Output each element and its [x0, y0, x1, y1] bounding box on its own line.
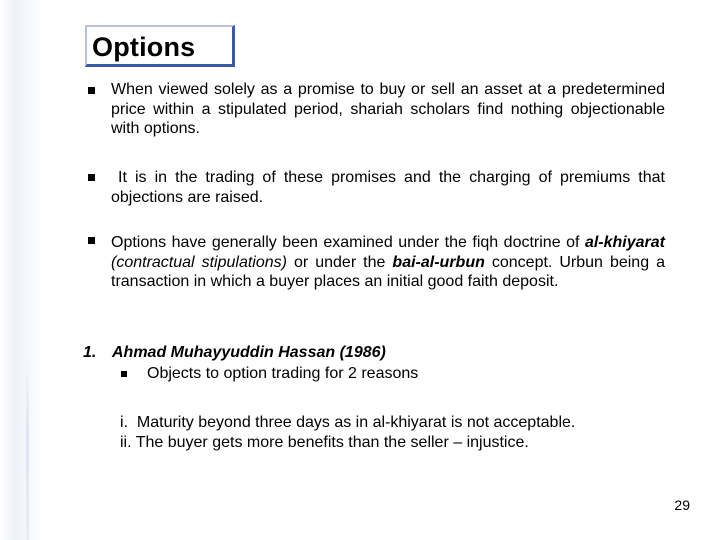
bullet-3-part2: or under the [286, 253, 393, 271]
bullet-square-icon [88, 237, 95, 244]
page-number: 29 [674, 497, 690, 513]
numbered-item-heading: Ahmad Muhayyuddin Hassan (1986) [112, 344, 386, 361]
sub-bullet-square-icon [121, 371, 127, 377]
reason-2: ii. The buyer gets more benefits than the seller – injustice. [120, 434, 529, 451]
term-bai-al-urbun: bai-al-urbun [392, 253, 485, 271]
bullet-3-text [111, 233, 665, 292]
reason-1: i. Maturity beyond three days as in al-khiyarat is not acceptable. [120, 414, 576, 431]
title-box [85, 25, 235, 67]
bullet-square-icon [88, 174, 95, 181]
bullet-3-part1: Options have generally been examined under the fiqh doctrine of [111, 234, 585, 251]
numbered-item-number: 1. [83, 344, 97, 361]
bullet-3-part3: concept. Urbun being a transaction in which a buyer places an initial good faith deposit. [111, 253, 666, 290]
bullet-square-icon [88, 87, 95, 94]
term-al-khiyarat-gloss: (contractual stipulations) [111, 253, 287, 271]
bullet-1-text: When viewed solely as a promise to buy or sell an asset at a predetermined price within a stipulated period, shariah scholars find nothing objectionable with options. [111, 81, 665, 137]
term-al-khiyarat: al-khiyarat [584, 234, 665, 251]
decorative-left-band [0, 0, 42, 540]
sub-bullet-text: Objects to option trading for 2 reasons [147, 365, 419, 382]
slide-title: Options [92, 32, 196, 62]
bullet-2-text: It is in the trading of these promises and the charging of premiums that objections are raised. [111, 169, 665, 206]
